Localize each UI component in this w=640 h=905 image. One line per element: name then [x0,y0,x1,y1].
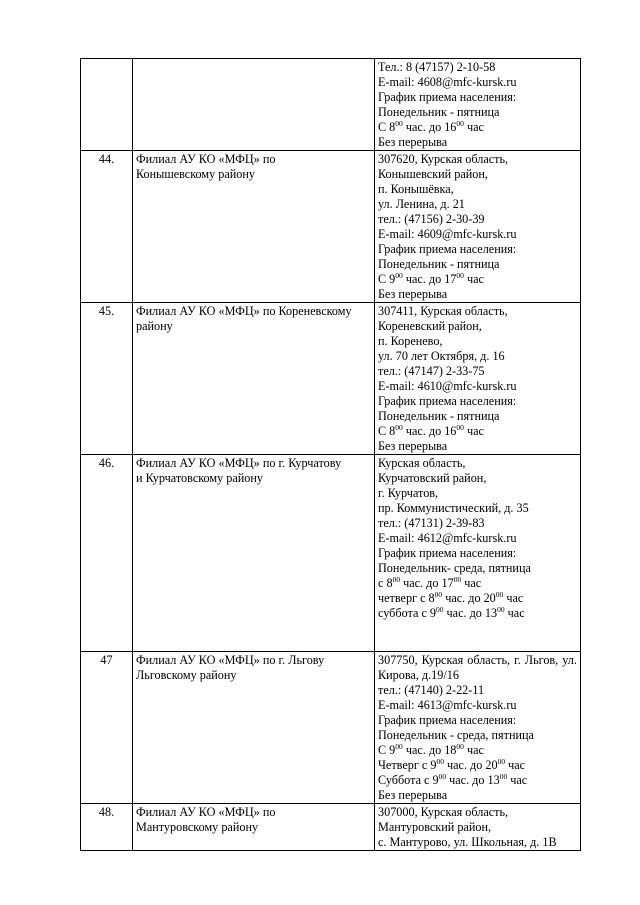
contact-line: Без перерыва [378,788,448,802]
table-row [81,804,581,851]
contact-line: E-mail: 4613@mfc-kursk.ru [378,698,517,712]
minutes-superscript: 00 [456,119,464,128]
schedule-text: С 9 [378,743,396,757]
schedule-text: час [463,120,484,134]
blank-line [378,636,577,651]
minutes-superscript: 00 [438,772,447,781]
blank-line [378,621,577,636]
branch-name-line: Филиал АУ КО «МФЦ» по г. Льгову [136,653,325,667]
contact-line: Понедельник - пятница [378,409,500,423]
table-row [81,652,581,804]
schedule-text: час [503,591,524,605]
minutes-superscript: 00 [497,757,506,766]
address-word: Льгов, [524,653,559,667]
row-number: 45. [81,303,133,455]
schedule-text: с 8 [378,576,393,590]
branch-name-line: Филиал АУ КО «МФЦ» по [136,152,276,166]
minutes-superscript: 00 [497,605,505,614]
minutes-superscript: 00 [436,605,444,614]
minutes-superscript: 00 [456,271,464,280]
contact-line: г. Курчатов, [378,486,439,500]
address-line [378,653,577,668]
address-word: ул. [562,653,577,667]
minutes-superscript: 00 [434,590,443,599]
schedule-text: С 9 [378,272,396,286]
contact-line: Без перерыва [378,135,448,149]
minutes-superscript: 00 [495,590,504,599]
branch-name-line: Льговскому району [136,668,237,682]
schedule-line [378,272,577,287]
row-number: 46. [81,455,133,652]
contact-line: Курская область, [378,456,466,470]
contact-line: Понедельник - пятница [378,257,500,271]
schedule-line [378,591,577,606]
branch-name-line: Конышевскому району [136,167,255,181]
table-row [81,455,581,652]
schedule-text: четверг с 8 [378,591,435,605]
minutes-superscript: 00 [499,772,508,781]
contact-info-cell [375,804,581,851]
schedule-text: час. до 13 [443,606,498,620]
address-word: 307750, [378,653,418,667]
schedule-line [378,424,577,439]
contact-line: пр. Коммунистический, д. 35 [378,501,529,515]
table-row [81,59,581,151]
branch-name-line: Мантуровскому району [136,820,259,834]
schedule-text: час. до 20 [443,758,498,772]
minutes-superscript: 00 [436,757,444,766]
contact-line: Понедельник - пятница [378,105,500,119]
schedule-text: С 8 [378,424,396,438]
schedule-text: Четверг с 9 [378,758,437,772]
schedule-text: час. до 16 [402,120,457,134]
contact-line: тел.: (47131) 2-39-83 [378,516,485,530]
contact-line: Без перерыва [378,439,448,453]
branch-name-line: Филиал АУ КО «МФЦ» по [136,805,276,819]
contact-line: Мантуровский район, [378,820,492,834]
branch-table-body [81,59,581,851]
contact-line: Понедельник - среда, пятница [378,728,534,742]
branch-table [80,58,581,851]
contact-line: График приема населения: [378,90,517,104]
schedule-text: час. до 18 [402,743,457,757]
schedule-text: час [507,773,528,787]
row-number [81,59,133,151]
contact-line: тел.: (47156) 2-30-39 [378,212,485,226]
minutes-superscript: 00 [392,575,401,584]
contact-info-cell [375,303,581,455]
contact-line: 307620, Курская область, [378,152,509,166]
schedule-text: час [505,758,526,772]
contact-line: E-mail: 4612@mfc-kursk.ru [378,531,517,545]
minutes-superscript: 00 [395,423,403,432]
table-row [81,303,581,455]
contact-line: E-mail: 4609@mfc-kursk.ru [378,227,517,241]
branch-name-line: и Курчатовскому району [136,471,263,485]
branch-name-line: Филиал АУ КО «МФЦ» по Кореневскому [136,304,352,318]
branch-name-cell [133,303,375,455]
schedule-line [378,120,577,135]
contact-line: с. Мантурово, ул. Школьная, д. 1В [378,835,557,849]
contact-line: ул. Ленина, д. 21 [378,197,465,211]
contact-line: График приема населения: [378,242,517,256]
contact-line: тел.: (47147) 2-33-75 [378,364,485,378]
contact-line: Кореневский район, [378,319,482,333]
contact-line: E-mail: 4608@mfc-kursk.ru [378,75,517,89]
contact-line: п. Коренево, [378,334,443,348]
branch-name-cell [133,151,375,303]
address-word: г. [514,653,521,667]
branch-name-cell [133,804,375,851]
contact-info-cell [375,59,581,151]
contact-line: Курчатовский район, [378,471,487,485]
contact-info-cell [375,151,581,303]
table-row [81,151,581,303]
branch-name-cell [133,59,375,151]
contact-info-cell [375,455,581,652]
branch-name-cell [133,652,375,804]
contact-line: 307411, Курская область, [378,304,508,318]
schedule-line [378,606,577,621]
minutes-superscript: 00 [456,423,464,432]
schedule-line [378,758,577,773]
minutes-superscript: 00 [395,119,403,128]
schedule-text: час [461,576,482,590]
branch-name-cell [133,455,375,652]
schedule-line [378,576,577,591]
schedule-text: час. до 13 [446,773,500,787]
schedule-text: час [463,424,484,438]
contact-line: Тел.: 8 (47157) 2-10-58 [378,60,496,74]
contact-line: тел.: (47140) 2-22-11 [378,683,485,697]
schedule-text: час [504,606,525,620]
schedule-text: час. до 17 [400,576,454,590]
schedule-text: С 8 [378,120,396,134]
schedule-text: час [463,743,484,757]
schedule-text: Суббота с 9 [378,773,439,787]
contact-line: График приема населения: [378,394,517,408]
schedule-text: суббота с 9 [378,606,436,620]
contact-line: График приема населения: [378,546,517,560]
address-word: Курская [421,653,464,667]
schedule-text: час. до 20 [442,591,496,605]
contact-line: п. Конышёвка, [378,182,454,196]
schedule-line [378,773,577,788]
branch-name-line: району [136,319,173,333]
minutes-superscript: 00 [456,742,464,751]
schedule-line [378,743,577,758]
branch-name-line: Филиал АУ КО «МФЦ» по г. Курчатову [136,456,342,470]
schedule-text: час [463,272,484,286]
contact-line: Без перерыва [378,287,448,301]
contact-line: Кирова, д.19/16 [378,668,459,682]
minutes-superscript: 00 [395,742,403,751]
contact-line: ул. 70 лет Октября, д. 16 [378,349,505,363]
row-number: 48. [81,804,133,851]
row-number: 44. [81,151,133,303]
schedule-text: час. до 16 [402,424,457,438]
contact-line: 307000, Курская область, [378,805,509,819]
contact-line: E-mail: 4610@mfc-kursk.ru [378,379,517,393]
minutes-superscript: 00 [453,575,462,584]
contact-info-cell [375,652,581,804]
contact-line: Конышевский район, [378,167,488,181]
contact-line: Понедельник- среда, пятница [378,561,531,575]
schedule-text: час. до 17 [402,272,457,286]
contact-line: График приема населения: [378,713,517,727]
minutes-superscript: 00 [395,271,403,280]
row-number: 47 [81,652,133,804]
address-word: область, [467,653,511,667]
